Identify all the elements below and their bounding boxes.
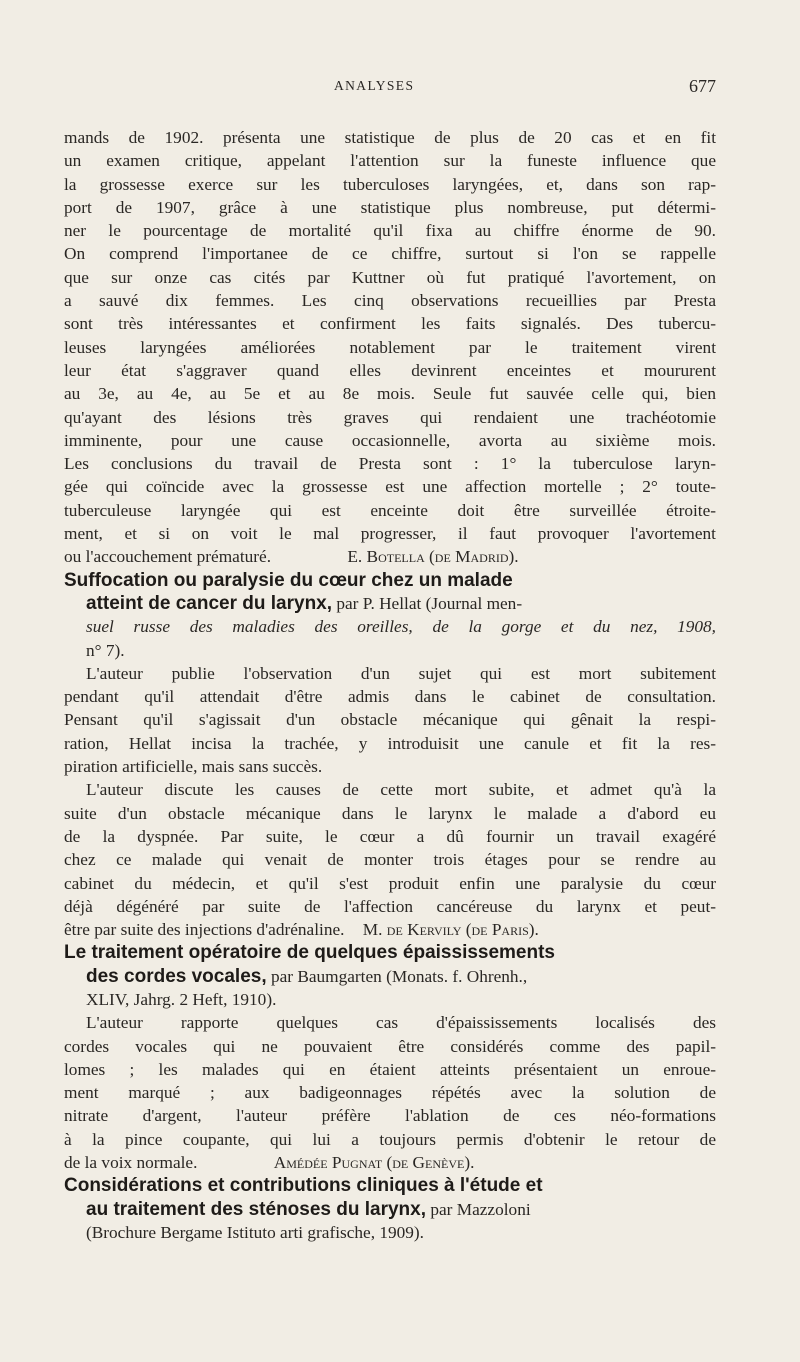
text-line: Pensant qu'il s'agissait d'un obstacle mécanique qui gênait la respi- [64, 710, 716, 730]
article-title: au traitement des sténoses du larynx, [86, 1198, 427, 1220]
text-line: cordes vocales qui ne pouvaient être considérés comme des papil- [64, 1036, 716, 1056]
text-line: ou l'accouchement prématuré. [64, 547, 272, 567]
author-signature: M. de Kervily (de Paris). [362, 920, 539, 940]
text-line: a sauvé dix femmes. Les cinq observations recueillies par Presta [64, 291, 716, 311]
text-line: pendant qu'il attendait d'être admis dans le cabinet de consultation. [64, 687, 716, 707]
text-line: ner le pourcentage de mortalité qu'il fixa au chiffre énorme de 90. [64, 221, 716, 241]
article-title: Considérations et contributions cliniques à l'étude et [64, 1175, 543, 1197]
text-line: déjà dégénéré par suite de l'affection cancéreuse du larynx et peut- [64, 896, 716, 916]
text-line: mands de 1902. présenta une statistique de plus de 20 cas et en fit [64, 128, 716, 147]
text-line: ment, et si on voit le mal progresser, il faut provoquer l'avortement [64, 524, 716, 544]
text-line: à la pince coupante, qui lui a toujours permis d'obtenir le retour de [64, 1129, 716, 1149]
citation: par Baumgarten (Monats. f. Ohrenh., [270, 966, 528, 986]
citation: par P. Hellat (Journal men- [336, 593, 523, 613]
citation: par Mazzoloni [430, 1199, 531, 1219]
page-header [64, 76, 716, 102]
text-line: piration artificielle, mais sans succès. [64, 757, 323, 777]
text-line: être par suite des injections d'adrénaline. [64, 920, 345, 940]
article-title: des cordes vocales, [86, 965, 267, 987]
text-line: cabinet du médecin, et qu'il s'est produit enfin une paralysie du cœur [64, 873, 716, 893]
text-line-with-signature [64, 545, 716, 568]
text-line: Les conclusions du travail de Presta sont : 1° la tuberculose laryn- [64, 454, 716, 474]
text-line: de la voix normale. [64, 1153, 198, 1173]
citation: (Brochure Bergame Istituto arti grafische, 1909). [86, 1222, 424, 1242]
text-line: gée qui coïncide avec la grossesse est une affection mortelle ; 2° toute- [64, 477, 716, 497]
citation: n° 7). [86, 640, 125, 660]
text-line: L'auteur rapporte quelques cas d'épaississements localisés des [86, 1013, 716, 1033]
text-line: au 3e, au 4e, au 5e et au 8e mois. Seule fut sauvée celle qui, bien [64, 384, 716, 404]
author-signature: Amédée Pugnat (de Genève). [273, 1153, 475, 1173]
article-title-cont [64, 592, 716, 615]
text-line: port de 1907, grâce à une statistique plus nombreuse, put détermi- [64, 197, 716, 217]
running-title: ANALYSES [334, 78, 415, 93]
text-line: On comprend l'importanee de ce chiffre, surtout si l'on se rappelle [64, 244, 716, 264]
article-title: Le traitement opératoire de quelques épaississements [64, 942, 556, 964]
text-line: qu'ayant des lésions très graves qui rendaient une trachéotomie [64, 407, 716, 427]
text-line-with-signature [64, 1151, 716, 1174]
text-line: que sur onze cas cités par Kuttner où fut pratiqué l'avortement, on [64, 267, 716, 287]
text-line: sont très intéressantes et confirment les faits signalés. Des tubercu- [64, 314, 716, 334]
text-line: chez ce malade qui venait de monter trois étages pour se rendre au [64, 850, 716, 870]
article-text [64, 126, 716, 1244]
article-title: atteint de cancer du larynx, [86, 592, 333, 614]
author-signature: E. Botella (de Madrid). [347, 547, 519, 567]
citation: suel russe des maladies des oreilles, de la gorge et du nez, 1908, [86, 617, 716, 637]
text-line: L'auteur discute les causes de cette mort subite, et admet qu'à la [86, 780, 716, 800]
text-line: ment marqué ; aux badigeonnages répétés avec la solution de [64, 1083, 716, 1103]
text-line: tuberculeuse laryngée qui est enceinte doit être surveillée étroite- [64, 500, 716, 520]
text-line: leur état s'aggraver quand elles devinrent enceintes et moururent [64, 360, 716, 380]
text-line: la grossesse exerce sur les tuberculoses laryngées, et, dans son rap- [64, 174, 716, 194]
text-line: suite d'un obstacle mécanique dans le larynx le malade a d'abord eu [64, 803, 716, 823]
text-line: L'auteur publie l'observation d'un sujet qui est mort subitement [86, 663, 716, 683]
article-title: Suffocation ou paralysie du cœur chez un malade [64, 569, 513, 591]
text-line: nitrate d'argent, l'auteur préfère l'ablation de ces néo-formations [64, 1106, 716, 1126]
text-line: un examen critique, appelant l'attention sur la funeste influence que [64, 151, 716, 171]
text-line: leuses laryngées améliorées notablement par le traitement virent [64, 337, 716, 357]
article-title-cont [64, 1198, 716, 1221]
citation: XLIV, Jahrg. 2 Heft, 1910). [86, 989, 277, 1009]
text-line: de la dyspnée. Par suite, le cœur a dû fournir un travail exagéré [64, 826, 716, 846]
text-line: imminente, pour une cause occasionnelle, avorta au sixième mois. [64, 430, 716, 450]
text-line: lomes ; les malades qui en étaient atteints présentaient un enroue- [64, 1059, 716, 1079]
text-line-with-signature [64, 918, 716, 941]
text-line: ration, Hellat incisa la trachée, y introduisit une canule et fit la res- [64, 733, 716, 753]
article-title-cont [64, 965, 716, 988]
page-number: 677 [689, 76, 716, 96]
